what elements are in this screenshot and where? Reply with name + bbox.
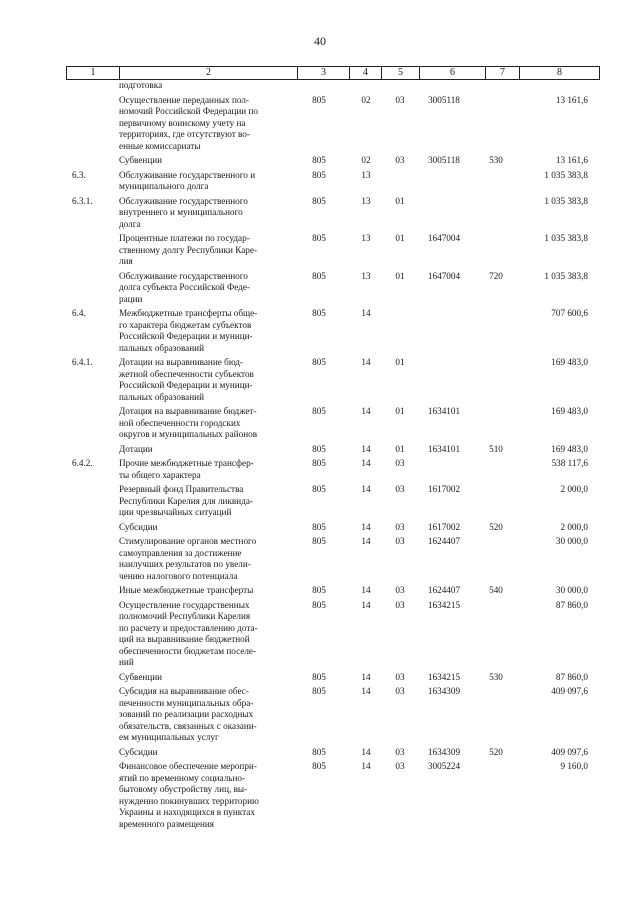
cell-col-4: 14 bbox=[361, 686, 371, 696]
cell-col-3: 805 bbox=[312, 443, 326, 454]
table-row bbox=[0, 80, 640, 92]
table-header bbox=[66, 66, 600, 80]
row-name-line: Субвенции bbox=[119, 671, 163, 682]
row-name bbox=[119, 484, 294, 519]
row-name-line: ний bbox=[119, 657, 134, 667]
header-col-6: 6 bbox=[419, 67, 485, 79]
row-name-line: временного размещения bbox=[119, 818, 215, 829]
row-number: 6.4. bbox=[72, 308, 86, 318]
cell-col-8: 169 483,0 bbox=[551, 406, 588, 416]
row-name bbox=[119, 196, 294, 231]
cell-col-6: 1617002 bbox=[427, 484, 461, 494]
cell-col-7: 530 bbox=[489, 155, 503, 165]
header-col-4: 4 bbox=[349, 67, 381, 79]
row-name-line: ции чрезвычайных ситуаций bbox=[119, 507, 232, 517]
table-row bbox=[0, 155, 640, 167]
row-name-line: чению налогового потенциала bbox=[119, 570, 238, 581]
row-name-line: долга субъекта Российской Феде- bbox=[119, 282, 251, 292]
cell-col-5: 01 bbox=[395, 233, 405, 243]
cell-col-7: 510 bbox=[489, 443, 503, 454]
row-name-line: Российской Федерации и муници- bbox=[119, 331, 253, 341]
row-name-line: Стимулирование органов местного bbox=[119, 536, 257, 546]
cell-col-5: 01 bbox=[395, 406, 405, 416]
row-name-line: рации bbox=[119, 293, 143, 304]
row-name-line: Субсидия на выравнивание обес- bbox=[119, 686, 249, 696]
row-name bbox=[119, 80, 294, 92]
cell-col-8: 87 860,0 bbox=[555, 599, 588, 610]
cell-col-8: 169 483,0 bbox=[551, 443, 588, 454]
cell-col-3: 805 bbox=[312, 270, 326, 281]
header-col-3: 3 bbox=[297, 67, 349, 79]
cell-col-3: 805 bbox=[312, 671, 326, 682]
cell-col-3: 805 bbox=[312, 308, 326, 318]
page-number: 40 bbox=[314, 34, 326, 48]
row-name-line: нужденно покинувших территорию bbox=[119, 795, 259, 806]
cell-col-4: 13 bbox=[361, 233, 371, 243]
cell-col-3: 805 bbox=[312, 521, 326, 532]
row-name bbox=[119, 233, 294, 268]
cell-col-8: 1 035 383,8 bbox=[544, 233, 588, 243]
cell-col-7: 720 bbox=[489, 270, 503, 281]
cell-col-8: 707 600,6 bbox=[551, 308, 588, 318]
cell-col-4: 02 bbox=[361, 94, 371, 105]
row-name-line: Субвенции bbox=[119, 155, 163, 165]
cell-col-7: 520 bbox=[489, 746, 503, 757]
row-name-line: жетной обеспеченности субъектов bbox=[119, 368, 254, 379]
table-row bbox=[0, 196, 640, 231]
row-name-line: первичному воинскому учету на bbox=[119, 117, 246, 128]
cell-col-5: 01 bbox=[395, 443, 405, 454]
cell-col-3: 805 bbox=[312, 357, 326, 367]
cell-col-4: 14 bbox=[361, 406, 371, 416]
cell-col-4: 14 bbox=[361, 484, 371, 494]
row-name-line: Осуществление переданных пол- bbox=[119, 94, 249, 105]
row-name bbox=[119, 95, 294, 153]
row-name-line: полномочий Республики Карелия bbox=[119, 611, 251, 621]
cell-col-3: 805 bbox=[312, 599, 326, 610]
row-name-line: ятий по временному социально- bbox=[119, 772, 246, 783]
row-name-line: ственному долгу Республики Каре- bbox=[119, 244, 258, 255]
row-name-line: пальных образований bbox=[119, 391, 204, 402]
row-name-line: самоуправления за достижение bbox=[119, 547, 242, 558]
row-name-line: наилучших результатов по увели- bbox=[119, 559, 251, 569]
cell-col-5: 01 bbox=[395, 195, 405, 206]
cell-col-4: 14 bbox=[361, 458, 371, 468]
cell-col-3: 805 bbox=[312, 195, 326, 206]
table-row bbox=[0, 271, 640, 306]
header-col-8: 8 bbox=[519, 67, 599, 79]
cell-col-4: 14 bbox=[361, 585, 371, 595]
row-name-line: Межбюджетные трансферты обще- bbox=[119, 308, 258, 318]
cell-col-6: 3005224 bbox=[427, 761, 461, 771]
cell-col-4: 14 bbox=[361, 671, 371, 682]
row-name-line: зований по реализации расходных bbox=[119, 709, 254, 719]
row-name-line: ций на выравнивание бюджетной bbox=[119, 634, 250, 644]
cell-col-8: 1 035 383,8 bbox=[544, 270, 588, 281]
cell-col-3: 805 bbox=[312, 169, 326, 180]
row-name-line: пальных образований bbox=[119, 342, 204, 353]
row-name-line: Дотации на выравнивание бюд- bbox=[119, 357, 243, 367]
cell-col-4: 14 bbox=[361, 357, 371, 367]
row-name bbox=[119, 406, 294, 441]
row-name-line: долга bbox=[119, 218, 141, 229]
row-name bbox=[119, 308, 294, 354]
row-name-line: подготовка bbox=[119, 80, 163, 90]
table-row bbox=[0, 357, 640, 403]
cell-col-6: 1634215 bbox=[427, 671, 461, 682]
cell-col-3: 805 bbox=[312, 686, 326, 696]
row-name-line: внутреннего и муниципального bbox=[119, 207, 243, 217]
row-name-line: Украины и находящихся в пунктах bbox=[119, 807, 255, 817]
row-name bbox=[119, 672, 294, 684]
row-name bbox=[119, 747, 294, 759]
cell-col-6: 1647004 bbox=[427, 270, 461, 281]
row-name-line: Российской Федерации и муници- bbox=[119, 380, 253, 390]
table-row bbox=[0, 600, 640, 669]
cell-col-5: 03 bbox=[395, 671, 405, 682]
cell-col-4: 02 bbox=[361, 155, 371, 165]
cell-col-5: 03 bbox=[395, 746, 405, 757]
row-name-line: ной обеспеченности городских bbox=[119, 417, 241, 428]
row-name bbox=[119, 522, 294, 534]
row-name-line: Осуществление государственных bbox=[119, 599, 250, 610]
cell-col-4: 13 bbox=[361, 195, 371, 206]
cell-col-3: 805 bbox=[312, 746, 326, 757]
header-col-7: 7 bbox=[485, 67, 519, 79]
row-name-line: по расчету и предоставлению дота- bbox=[119, 622, 258, 633]
row-name bbox=[119, 271, 294, 306]
row-name bbox=[119, 458, 294, 481]
cell-col-3: 805 bbox=[312, 155, 326, 165]
row-name bbox=[119, 600, 294, 669]
row-name-line: обязательств, связанных с оказани- bbox=[119, 720, 257, 731]
row-name-line: го характера бюджетам субъектов bbox=[119, 319, 252, 330]
row-name bbox=[119, 761, 294, 830]
cell-col-4: 14 bbox=[361, 443, 371, 454]
cell-col-6: 1634309 bbox=[427, 686, 461, 696]
cell-col-4: 14 bbox=[361, 536, 371, 546]
table-row bbox=[0, 406, 640, 441]
cell-col-6: 3005118 bbox=[428, 94, 460, 105]
cell-col-4: 14 bbox=[361, 521, 371, 532]
table-row bbox=[0, 585, 640, 597]
cell-col-5: 03 bbox=[395, 484, 405, 494]
cell-col-6: 1624407 bbox=[427, 585, 461, 595]
row-name-line: территориях, где отсутствуют во- bbox=[119, 129, 250, 139]
cell-col-8: 2 000,0 bbox=[560, 484, 588, 494]
header-col-1: 1 bbox=[90, 67, 96, 78]
cell-col-3: 805 bbox=[312, 484, 326, 494]
row-name-line: Иные межбюджетные трансферты bbox=[119, 585, 254, 595]
cell-col-4: 14 bbox=[361, 761, 371, 771]
cell-col-3: 805 bbox=[312, 406, 326, 416]
row-name-line: Обслуживание государственного и bbox=[119, 169, 256, 180]
cell-col-3: 805 bbox=[312, 536, 326, 546]
row-name-line: печенности муниципальных обра- bbox=[119, 697, 254, 708]
cell-col-8: 9 160,0 bbox=[560, 761, 588, 771]
row-name-line: Субсидии bbox=[119, 521, 158, 532]
cell-col-8: 2 000,0 bbox=[560, 521, 588, 532]
row-name-line: Дотация на выравнивание бюджет- bbox=[119, 406, 257, 416]
table-row bbox=[0, 761, 640, 830]
row-name-line: Процентные платежи по государ- bbox=[119, 233, 250, 243]
cell-col-5: 03 bbox=[395, 686, 405, 696]
cell-col-6: 1647004 bbox=[427, 233, 461, 243]
row-name bbox=[119, 686, 294, 744]
cell-col-6: 1617002 bbox=[427, 521, 461, 532]
cell-col-5: 03 bbox=[395, 94, 405, 105]
row-name-line: енные комиссариаты bbox=[119, 140, 201, 151]
table-row bbox=[0, 672, 640, 684]
row-name bbox=[119, 444, 294, 456]
cell-col-4: 14 bbox=[361, 746, 371, 757]
cell-col-8: 30 000,0 bbox=[555, 585, 588, 595]
cell-col-5: 03 bbox=[395, 761, 405, 771]
row-name-line: обеспеченности бюджетам поселе- bbox=[119, 645, 257, 656]
cell-col-3: 805 bbox=[312, 761, 326, 771]
row-number: 6.4.2. bbox=[72, 458, 93, 468]
cell-col-3: 805 bbox=[312, 585, 326, 595]
row-name-line: Обслуживание государственного bbox=[119, 270, 248, 281]
row-name bbox=[119, 357, 294, 403]
cell-col-8: 13 161,6 bbox=[555, 155, 588, 165]
cell-col-8: 1 035 383,8 bbox=[544, 195, 588, 206]
table-row bbox=[0, 170, 640, 193]
cell-col-5: 03 bbox=[395, 536, 405, 546]
row-name-line: Республики Карелия для ликвида- bbox=[119, 495, 253, 506]
row-name-line: Прочие межбюджетные трансфер- bbox=[119, 458, 254, 468]
table-row bbox=[0, 686, 640, 744]
cell-col-7: 540 bbox=[489, 585, 503, 595]
cell-col-3: 805 bbox=[312, 458, 326, 468]
cell-col-6: 1624407 bbox=[427, 536, 461, 546]
cell-col-7: 530 bbox=[489, 671, 503, 682]
cell-col-8: 1 035 383,8 bbox=[544, 169, 588, 180]
row-name-line: ем муниципальных услуг bbox=[119, 732, 219, 742]
table-row bbox=[0, 95, 640, 153]
cell-col-6: 1634309 bbox=[427, 746, 461, 757]
table-row bbox=[0, 536, 640, 582]
header-col-5: 5 bbox=[381, 67, 419, 79]
cell-col-5: 03 bbox=[395, 155, 405, 165]
cell-col-6: 1634215 bbox=[427, 599, 461, 610]
cell-col-5: 03 bbox=[395, 599, 405, 610]
cell-col-8: 30 000,0 bbox=[555, 536, 588, 546]
cell-col-3: 805 bbox=[312, 94, 326, 105]
row-name-line: округов и муниципальных районов bbox=[119, 429, 258, 439]
row-name-line: Резервный фонд Правительства bbox=[119, 484, 244, 494]
table-row bbox=[0, 308, 640, 354]
cell-col-7: 520 bbox=[489, 521, 503, 532]
cell-col-4: 14 bbox=[361, 599, 371, 610]
cell-col-4: 13 bbox=[361, 270, 371, 281]
table-row bbox=[0, 233, 640, 268]
cell-col-8: 169 483,0 bbox=[551, 357, 588, 367]
row-name bbox=[119, 155, 294, 167]
row-name-line: бытовому обустройству лиц, вы- bbox=[119, 784, 248, 794]
cell-col-3: 805 bbox=[312, 233, 326, 243]
row-name-line: Субсидии bbox=[119, 746, 158, 757]
cell-col-5: 01 bbox=[395, 357, 405, 367]
cell-col-5: 03 bbox=[395, 521, 405, 532]
row-name bbox=[119, 536, 294, 582]
row-name-line: лия bbox=[119, 256, 133, 266]
cell-col-4: 13 bbox=[361, 169, 371, 180]
table-row bbox=[0, 444, 640, 456]
cell-col-5: 01 bbox=[395, 270, 405, 281]
cell-col-6: 1634101 bbox=[427, 443, 461, 454]
row-number: 6.4.1. bbox=[72, 357, 93, 367]
row-name-line: Дотации bbox=[119, 443, 153, 454]
cell-col-8: 409 097,6 bbox=[551, 746, 588, 757]
cell-col-8: 409 097,6 bbox=[551, 686, 588, 696]
table-body bbox=[0, 80, 640, 830]
cell-col-5: 03 bbox=[395, 585, 405, 595]
row-name-line: муниципального долга bbox=[119, 181, 209, 191]
cell-col-8: 538 117,6 bbox=[551, 458, 588, 468]
row-name-line: номочий Российской Федерации по bbox=[119, 106, 259, 116]
row-name-line: Обслуживание государственного bbox=[119, 195, 248, 206]
row-name bbox=[119, 585, 294, 597]
row-name-line: Финансовое обеспечение меропри- bbox=[119, 761, 257, 771]
table-row bbox=[0, 522, 640, 534]
cell-col-5: 03 bbox=[395, 458, 405, 468]
table-row bbox=[0, 458, 640, 481]
cell-col-8: 13 161,6 bbox=[555, 94, 588, 105]
row-name bbox=[119, 170, 294, 193]
table-row bbox=[0, 747, 640, 759]
table-row bbox=[0, 484, 640, 519]
cell-col-6: 3005118 bbox=[428, 155, 460, 165]
cell-col-8: 87 860,0 bbox=[555, 671, 588, 682]
cell-col-6: 1634101 bbox=[427, 406, 461, 416]
cell-col-4: 14 bbox=[361, 308, 371, 318]
row-name-line: ты общего характера bbox=[119, 469, 201, 480]
row-number: 6.3.1. bbox=[72, 195, 93, 206]
row-number: 6.3. bbox=[72, 169, 86, 180]
header-col-2: 2 bbox=[119, 67, 297, 79]
